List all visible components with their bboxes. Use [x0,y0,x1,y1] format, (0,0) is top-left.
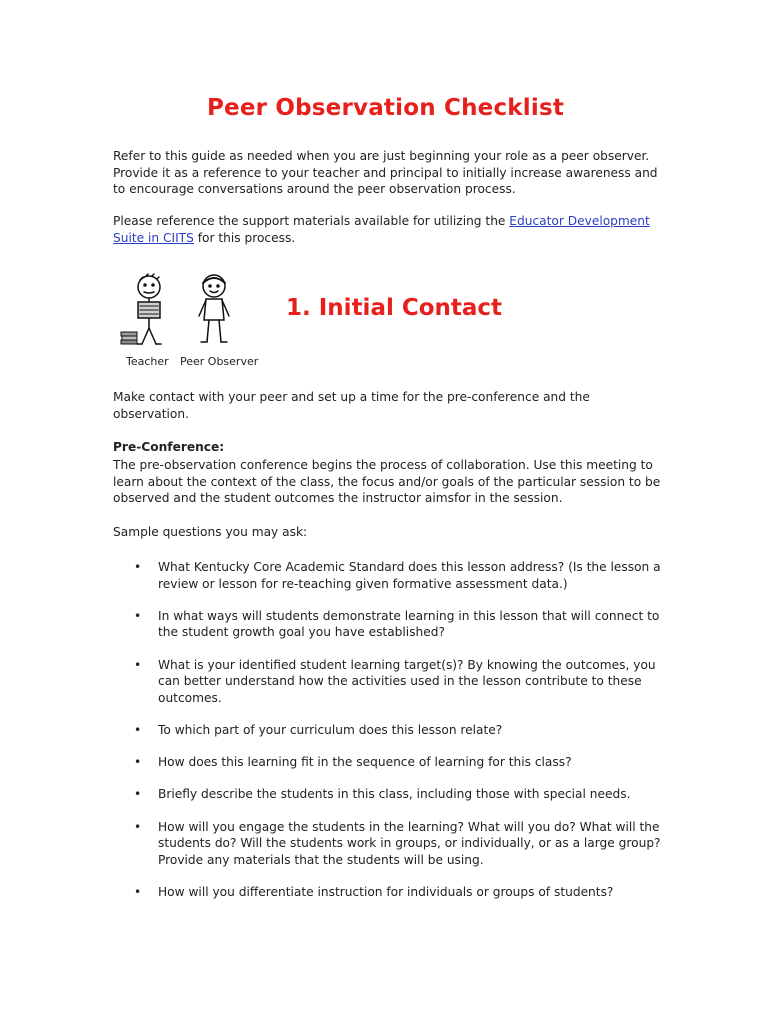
teacher-caption: Teacher [126,355,169,368]
stick-figures-illustration [113,272,273,372]
list-item [113,608,673,641]
questions-list [113,559,673,916]
question-text: Briefly describe the students in this class, including those with special needs. [158,787,631,802]
bullet-icon: • [134,722,142,737]
reference-text-before: Please reference the support materials available for utilizing the [113,214,510,228]
teacher-figure [121,274,161,344]
bullet-icon: • [134,657,142,672]
question-text: How does this learning fit in the sequence of learning for this class? [158,755,572,770]
list-item [113,786,673,803]
sample-questions-intro: Sample questions you may ask: [113,525,308,539]
stick-figures-drawing [113,272,273,352]
question-text: To which part of your curriculum does this lesson relate? [158,722,503,737]
bullet-icon: • [134,884,142,899]
educator-suite-link[interactable]: Educator Development Suite in CIITS [113,214,650,245]
pre-conference-heading: Pre-Conference: [113,440,225,454]
reference-paragraph [113,213,665,246]
bullet-icon: • [134,560,142,574]
bullet-icon: • [134,755,142,770]
bullet-icon: • [134,787,142,802]
intro-paragraph: Refer to this guide as needed when you are just beginning your role as a peer observer. Provide it as a reference to your teacher and principal to initially increase awareness and to encourage conversations around the peer observation process. [113,149,658,197]
document-title: Peer Observation Checklist [206,95,565,121]
pre-conference-paragraph: The pre-observation conference begins the process of collaboration. Use this meeting to learn about the context of the class, the focus and/or goals of the particular session to be observed and the student outcomes the instructor aimsfor in the session. [113,458,661,506]
peer-observer-figure [199,275,229,342]
question-text: How will you differentiate instruction for individuals or groups of students? [158,884,614,899]
bullet-icon: • [134,819,142,834]
peer-observer-caption: Peer Observer [180,355,259,368]
contact-paragraph: Make contact with your peer and set up a time for the pre-conference and the observation. [113,390,590,421]
list-item [113,722,673,739]
list-item [113,559,673,592]
list-item [113,819,673,869]
list-item [113,884,673,901]
section-heading: 1. Initial Contact [286,295,503,321]
reference-text-after: for this process. [193,230,296,245]
bullet-icon: • [134,608,142,623]
list-item [113,657,673,707]
question-text: What Kentucky Core Academic Standard does this lesson address? (Is the lesson a review or lesson for re-teaching given formative assessment data.) [158,560,661,591]
question-text: In what ways will students demonstrate learning in this lesson that will connect to the student growth goal you have established? [158,608,660,640]
question-text: How will you engage the students in the learning? What will you do? What will the students do? Will the students work in groups, or individually, or as a large group? Provide any materials that the students will be using. [158,819,661,867]
question-text: What is your identified student learning target(s)? By knowing the outcomes, you can better understand how the activities used in the lesson contribute to these outcomes. [158,657,656,705]
list-item [113,754,673,771]
